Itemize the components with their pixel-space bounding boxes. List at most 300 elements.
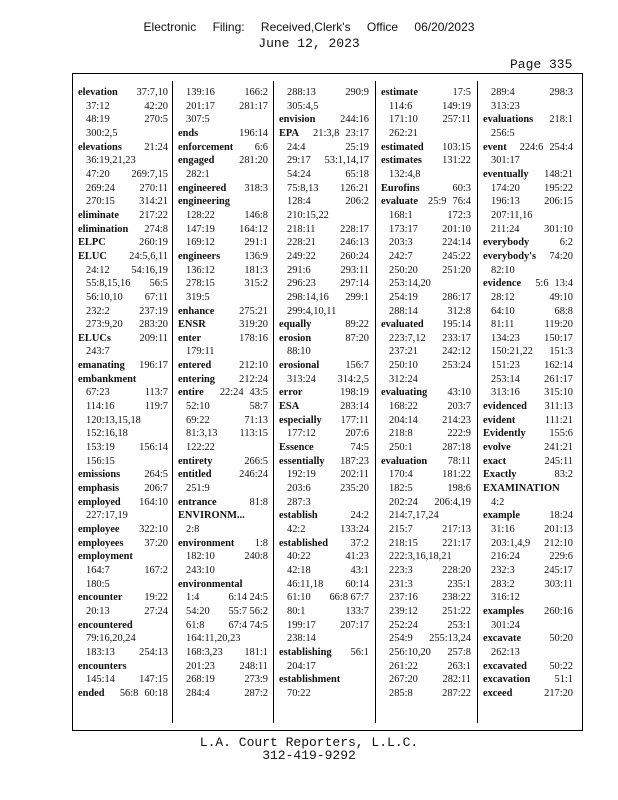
index-term: ended xyxy=(78,687,105,699)
index-entry xyxy=(178,468,268,482)
index-term: ESA xyxy=(279,401,300,413)
index-entry xyxy=(483,632,573,646)
index-term: examples xyxy=(483,605,524,617)
page-line-ref: 207:17 xyxy=(340,619,369,631)
page-line-ref: 2:8 xyxy=(186,524,200,535)
index-entry-continuation xyxy=(483,373,573,387)
index-entry xyxy=(279,537,369,551)
index-entry xyxy=(178,359,268,373)
page-line-ref: 156:7 xyxy=(345,360,369,372)
index-entry-continuation xyxy=(381,427,471,441)
index-term: engineering xyxy=(178,196,230,208)
index-term: entered xyxy=(178,360,212,372)
page-line-ref: 111:21 xyxy=(544,414,573,426)
index-entry-continuation xyxy=(279,619,369,633)
page-line-ref: 81:11 xyxy=(491,319,515,331)
index-column-4 xyxy=(381,86,471,724)
page-line-ref: 239:12 xyxy=(389,605,418,617)
index-entry xyxy=(483,414,573,428)
index-entry-continuation xyxy=(483,209,573,223)
index-entry xyxy=(279,441,369,455)
page-line-ref: 54:20 xyxy=(186,605,210,617)
index-entry-continuation xyxy=(483,264,573,278)
page-line-ref: 27:24 xyxy=(144,605,168,617)
index-entry xyxy=(483,277,573,291)
index-entry xyxy=(483,236,573,250)
index-entry-continuation xyxy=(178,86,268,100)
page-line-ref: 243:7 xyxy=(86,346,110,358)
index-entry-continuation xyxy=(483,100,573,114)
index-entry-continuation xyxy=(279,578,369,592)
page-line-ref: 301:10 xyxy=(544,223,573,235)
page-line-ref: 273:9 xyxy=(244,674,268,686)
page-line-ref: 23:17 xyxy=(345,127,369,139)
page-line-ref: 203:1,4,9 xyxy=(491,537,531,549)
page-line-ref: 203:7 xyxy=(447,401,471,413)
index-entry xyxy=(78,468,168,482)
page-line-ref: 6:6 xyxy=(254,141,268,153)
page-line-ref: 278:15 xyxy=(186,278,215,290)
page-line-ref: 56:10,10 xyxy=(86,291,123,303)
page-line-ref: 169:12 xyxy=(186,237,215,249)
page-line-ref: 172:3 xyxy=(447,209,471,221)
page-line-ref: 153:19 xyxy=(86,442,115,454)
page-line-ref: 182:10 xyxy=(186,551,215,563)
index-entry-continuation xyxy=(78,605,168,619)
page-line-ref: 37:2 xyxy=(350,537,369,549)
page-line-ref: 217:20 xyxy=(544,687,573,699)
page-line-ref: 122:22 xyxy=(186,442,215,454)
page-line-ref: 254:9 xyxy=(389,633,413,645)
index-term: ELUC xyxy=(78,250,107,262)
index-entry xyxy=(78,236,168,250)
page-line-ref: 300:2,5 xyxy=(86,127,118,139)
index-entry-continuation xyxy=(78,345,168,359)
index-entry xyxy=(381,195,471,209)
index-term: estimate xyxy=(381,87,418,98)
page-line-ref: 156:14 xyxy=(139,442,168,454)
page-line-ref: 136:12 xyxy=(186,264,215,276)
index-entry xyxy=(279,673,369,687)
page-line-ref: 267:20 xyxy=(389,674,418,686)
index-entry-continuation xyxy=(483,646,573,660)
page-line-ref: 21:24 xyxy=(144,141,168,153)
index-entry xyxy=(279,359,369,373)
filing-date: 06/20/2023 xyxy=(414,20,475,34)
index-entry-continuation xyxy=(483,578,573,592)
index-entry-continuation xyxy=(178,277,268,291)
index-entry-continuation xyxy=(279,291,369,305)
page-line-ref: 318:3 xyxy=(244,182,268,194)
page-line-ref: 284:4 xyxy=(186,687,210,699)
page-line-ref: 228:20 xyxy=(442,564,471,576)
index-entry-continuation xyxy=(178,523,268,537)
index-entry-continuation xyxy=(78,632,168,646)
index-entry-continuation xyxy=(279,427,369,441)
index-entry-continuation xyxy=(78,264,168,278)
index-term: entering xyxy=(178,373,215,385)
index-entry xyxy=(78,619,168,633)
page-line-ref: 156:15 xyxy=(86,455,115,467)
index-entry xyxy=(279,414,369,428)
page-line-ref: 227:17,19 xyxy=(86,510,128,522)
page-line-ref: 181:1 xyxy=(244,646,268,658)
index-entry-continuation xyxy=(381,578,471,592)
index-term: evaluate xyxy=(381,196,418,208)
page-line-ref: 256:5 xyxy=(491,127,515,139)
page-line-ref: 68:8 xyxy=(554,305,573,317)
index-entry-continuation xyxy=(78,509,168,523)
page-line-ref: 198:19 xyxy=(340,387,369,399)
page-line-ref: 245:22 xyxy=(442,250,471,262)
page-line-ref: 168:22 xyxy=(389,401,418,413)
page-line-ref: 238:22 xyxy=(442,592,471,604)
index-entry xyxy=(178,250,268,264)
page-line-ref: 260:24 xyxy=(340,250,369,262)
page-line-ref: 212:10 xyxy=(239,360,268,372)
page-line-ref: 54:24 xyxy=(287,168,311,180)
index-term: elevations xyxy=(78,141,122,153)
page-line-ref: 61:8 xyxy=(186,619,205,631)
index-entry-continuation xyxy=(78,400,168,414)
index-entry-continuation xyxy=(78,195,168,209)
page-line-ref: 303:11 xyxy=(544,578,573,590)
page-line-ref: 245:17 xyxy=(544,564,573,576)
page-line-ref: 55:8,15,16 xyxy=(86,278,131,290)
page-line-ref: 215:7 xyxy=(389,524,413,535)
index-entry-continuation xyxy=(381,359,471,373)
page-line-ref: 254:19 xyxy=(389,291,418,303)
index-entry-continuation xyxy=(381,660,471,674)
page-line-ref: 80:1 xyxy=(287,605,306,617)
page-line-ref: 207:11,16 xyxy=(491,209,533,221)
page-line-ref: 312:8 xyxy=(447,305,471,317)
transcript-date: June 12, 2023 xyxy=(258,36,360,51)
page-line-ref: 243:10 xyxy=(186,564,215,576)
index-term: evident xyxy=(483,414,516,426)
index-entry-continuation xyxy=(381,550,471,564)
index-entry-continuation xyxy=(279,564,369,578)
index-entry xyxy=(78,209,168,223)
index-term: evolve xyxy=(483,442,511,454)
index-entry-continuation xyxy=(279,605,369,619)
page-line-ref: 113:15 xyxy=(239,428,268,440)
page-line-ref: 179:11 xyxy=(186,346,215,358)
page-line-ref: 223:3 xyxy=(389,564,413,576)
page-line-ref: 270:5 xyxy=(144,114,168,126)
page-line-ref: 254:13 xyxy=(139,646,168,658)
page-line-ref: 53:1,14,17 xyxy=(324,155,369,167)
index-entry-continuation xyxy=(381,209,471,223)
page-line-ref: 269:7,15 xyxy=(131,168,168,180)
page-line-ref: 202:24 xyxy=(389,496,418,508)
index-entry-continuation xyxy=(483,195,573,209)
index-entry-continuation xyxy=(178,441,268,455)
index-entry-continuation xyxy=(279,141,369,155)
index-term: ENVIRONM... xyxy=(178,510,245,522)
page-line-ref: 119:7 xyxy=(144,401,168,413)
page-line-ref: 133:7 xyxy=(345,605,369,617)
index-entry xyxy=(279,318,369,332)
page-line-ref: 246:13 xyxy=(340,237,369,249)
index-term: elevation xyxy=(78,87,118,98)
page-line-ref: 281:20 xyxy=(239,155,268,167)
page-line-ref: 245:11 xyxy=(544,455,573,467)
index-term: evaluation xyxy=(381,455,428,467)
page-line-ref: 214:7,17,24 xyxy=(389,510,439,522)
page-line-ref: 155:6 xyxy=(549,428,573,440)
page-line-ref: 147:15 xyxy=(139,674,168,686)
index-entry-continuation xyxy=(279,632,369,646)
page-line-ref: 131:22 xyxy=(442,155,471,167)
index-term: engineers xyxy=(178,250,221,262)
page-line-ref: 43:10 xyxy=(447,387,471,399)
page-line-ref: 256:10,20 xyxy=(389,646,431,658)
page-line-ref: 24:4 xyxy=(287,141,306,153)
page-line-ref: 56:8 xyxy=(119,687,139,699)
index-entry-continuation xyxy=(279,305,369,319)
index-entry-continuation xyxy=(279,264,369,278)
page-line-ref: 222:9 xyxy=(447,428,471,440)
page-line-ref: 103:15 xyxy=(442,141,471,153)
page-line-ref: 206:7 xyxy=(144,483,168,495)
index-term: example xyxy=(483,510,520,522)
page-line-ref: 286:17 xyxy=(442,291,471,303)
page-line-ref: 168:1 xyxy=(389,209,413,221)
page-line-ref: 37:12 xyxy=(86,100,110,112)
index-term: evaluated xyxy=(381,319,424,331)
page-line-ref: 224:14 xyxy=(442,237,471,249)
page-line-ref: 126:21 xyxy=(340,182,369,194)
page-line-ref: 296:23 xyxy=(287,278,316,290)
index-entry-continuation xyxy=(178,605,268,619)
index-entry-continuation xyxy=(78,182,168,196)
page-line-ref: 17:5 xyxy=(452,87,471,98)
page-line-ref: 203:3 xyxy=(389,237,413,249)
page-line-ref: 183:13 xyxy=(86,646,115,658)
page-line-ref: 287:22 xyxy=(442,687,471,699)
page-line-ref: 260:19 xyxy=(139,237,168,249)
page-line-ref: 316:12 xyxy=(491,592,520,604)
page-line-ref: 167:2 xyxy=(144,564,168,576)
index-entry-continuation xyxy=(483,305,573,319)
index-entry-continuation xyxy=(381,264,471,278)
index-entry-continuation xyxy=(483,86,573,100)
index-entry xyxy=(78,660,168,674)
index-entry xyxy=(178,141,268,155)
page-line-ref: 244:16 xyxy=(340,114,369,126)
page-line-ref: 241:21 xyxy=(544,442,573,454)
page-line-ref: 67:23 xyxy=(86,387,110,399)
page-line-ref: 150:21,22 xyxy=(491,346,533,358)
page-line-ref: 275:21 xyxy=(239,305,268,317)
index-entry-continuation xyxy=(279,182,369,196)
page-line-ref: 301:17 xyxy=(491,155,520,167)
index-term: everybody xyxy=(483,237,530,249)
page-line-ref: 204:17 xyxy=(287,660,316,672)
index-entry-continuation xyxy=(381,236,471,250)
page-line-ref: 182:5 xyxy=(389,483,413,495)
page-line-ref: 181:3 xyxy=(244,264,268,276)
page-line-ref: 199:17 xyxy=(287,619,316,631)
index-entry xyxy=(483,687,573,701)
index-frame xyxy=(72,73,583,731)
index-entry-continuation xyxy=(483,550,573,564)
page-line-ref: 139:16 xyxy=(186,87,215,98)
page-line-ref: 285:8 xyxy=(389,687,413,699)
index-entry-continuation xyxy=(279,168,369,182)
page-line-ref: 48:19 xyxy=(86,114,110,126)
index-term: entire xyxy=(178,387,204,399)
index-entry-continuation xyxy=(483,564,573,578)
index-term: evaluations xyxy=(483,114,534,126)
index-entry-continuation xyxy=(381,400,471,414)
page-line-ref: 162:14 xyxy=(544,360,573,372)
page-line-ref: 81:3,13 xyxy=(186,428,218,440)
index-term: especially xyxy=(279,414,322,426)
index-entry-continuation xyxy=(178,223,268,237)
index-entry-continuation xyxy=(178,660,268,674)
page-line-ref: 307:5 xyxy=(186,114,210,126)
page-line-ref: 82:10 xyxy=(491,264,515,276)
index-entry xyxy=(178,578,268,592)
index-entry-continuation xyxy=(381,305,471,319)
index-entry xyxy=(381,154,471,168)
index-entry xyxy=(78,141,168,155)
page-line-ref: 56:5 xyxy=(149,278,168,290)
page-line-ref: 273:9,20 xyxy=(86,319,123,331)
index-entry xyxy=(78,537,168,551)
index-term: excavation xyxy=(483,674,531,686)
page-line-ref: 19:22 xyxy=(144,592,168,604)
page-line-ref: 174:20 xyxy=(491,182,520,194)
index-entry-continuation xyxy=(483,127,573,141)
index-entry xyxy=(483,468,573,482)
page-line-ref: 37:7,10 xyxy=(136,87,168,98)
index-column-3 xyxy=(279,86,369,724)
index-entry xyxy=(381,141,471,155)
index-entry-continuation xyxy=(78,455,168,469)
index-term: evaluating xyxy=(381,387,428,399)
index-entry-continuation xyxy=(279,591,369,605)
page-line-ref: 251:22 xyxy=(442,605,471,617)
index-entry xyxy=(178,182,268,196)
index-entry-continuation xyxy=(178,591,268,605)
page-line-ref: 269:24 xyxy=(86,182,115,194)
page-line-ref: 128:4 xyxy=(287,196,311,208)
index-entry-continuation xyxy=(78,168,168,182)
index-entry-continuation xyxy=(279,687,369,701)
page-line-ref: 281:17 xyxy=(239,100,268,112)
index-term: emissions xyxy=(78,469,121,481)
index-column-5 xyxy=(483,86,573,724)
page-line-ref: 171:10 xyxy=(389,114,418,126)
index-entry-continuation xyxy=(78,427,168,441)
index-entry xyxy=(178,537,268,551)
index-term: ends xyxy=(178,127,199,139)
page-line-ref: 55:7 56:2 xyxy=(228,605,268,617)
page-line-ref: 254:4 xyxy=(549,141,573,153)
page-line-ref: 210:15,22 xyxy=(287,209,329,221)
page-line-ref: 291:6 xyxy=(287,264,311,276)
index-entry-continuation xyxy=(381,673,471,687)
index-entry xyxy=(178,305,268,319)
page-line-ref: 253:24 xyxy=(442,360,471,372)
page-line-ref: 177:12 xyxy=(287,428,316,440)
page-line-ref: 218:15 xyxy=(389,537,418,549)
index-entry-continuation xyxy=(178,345,268,359)
page-line-ref: 253:14,20 xyxy=(389,278,431,290)
page-line-ref: 168:3,23 xyxy=(186,646,223,658)
page-line-ref: 251:9 xyxy=(186,483,210,495)
index-entry-continuation xyxy=(178,564,268,578)
page-line-ref: 164:7 xyxy=(86,564,110,576)
page-line-ref: 50:22 xyxy=(549,660,573,672)
page-line-ref: 128:22 xyxy=(186,209,215,221)
index-entry-continuation xyxy=(483,537,573,551)
filing-filing: Filing: xyxy=(212,20,245,34)
index-term: EPA xyxy=(279,127,300,139)
page-line-ref: 217:22 xyxy=(139,209,168,221)
page-line-ref: 54:16,19 xyxy=(131,264,168,276)
page-line-ref: 76:4 xyxy=(452,196,471,208)
index-entry xyxy=(483,168,573,182)
column-divider xyxy=(375,81,376,723)
index-entry-continuation xyxy=(78,100,168,114)
page-line-ref: 261:17 xyxy=(544,373,573,385)
page-line-ref: 75:8,13 xyxy=(287,182,319,194)
page-line-ref: 64:10 xyxy=(491,305,515,317)
index-entry-continuation xyxy=(78,318,168,332)
page-line-ref: 78:11 xyxy=(447,455,471,467)
page-line-ref: 81:8 xyxy=(249,496,268,508)
page-line-ref: 25:9 xyxy=(428,196,447,208)
page-line-ref: 312:24 xyxy=(389,373,418,385)
index-entry-continuation xyxy=(279,345,369,359)
page-line-ref: 216:24 xyxy=(491,551,520,563)
index-term: estimated xyxy=(381,141,424,153)
index-entry-continuation xyxy=(279,523,369,537)
index-entry-continuation xyxy=(381,414,471,428)
page-line-ref: 301:24 xyxy=(491,619,520,631)
page-line-ref: 61:10 xyxy=(287,592,311,604)
page-line-ref: 24:2 xyxy=(350,510,369,522)
index-entry-continuation xyxy=(381,100,471,114)
index-entry xyxy=(178,127,268,141)
index-term: enforcement xyxy=(178,141,234,153)
page-line-ref: 5:6 xyxy=(535,278,549,290)
page-line-ref: 253:14 xyxy=(491,373,520,385)
page-line-ref: 151:3 xyxy=(549,346,573,358)
index-term: engaged xyxy=(178,155,215,167)
page-line-ref: 206:4,19 xyxy=(434,496,471,508)
page-line-ref: 214:23 xyxy=(442,414,471,426)
index-entry-continuation xyxy=(279,154,369,168)
index-entry-continuation xyxy=(279,277,369,291)
index-term: equally xyxy=(279,319,312,331)
index-entry xyxy=(78,332,168,346)
index-entry-continuation xyxy=(78,386,168,400)
page-line-ref: 13:4 xyxy=(554,278,573,290)
index-term: Evidently xyxy=(483,428,526,440)
index-entry-continuation xyxy=(381,537,471,551)
page-line-ref: 43:5 xyxy=(249,387,268,399)
page-line-ref: 283:14 xyxy=(340,401,369,413)
index-entry xyxy=(483,509,573,523)
page-line-ref: 313:24 xyxy=(287,373,316,385)
page-line-ref: 313:23 xyxy=(491,100,520,112)
index-entry-continuation xyxy=(78,441,168,455)
